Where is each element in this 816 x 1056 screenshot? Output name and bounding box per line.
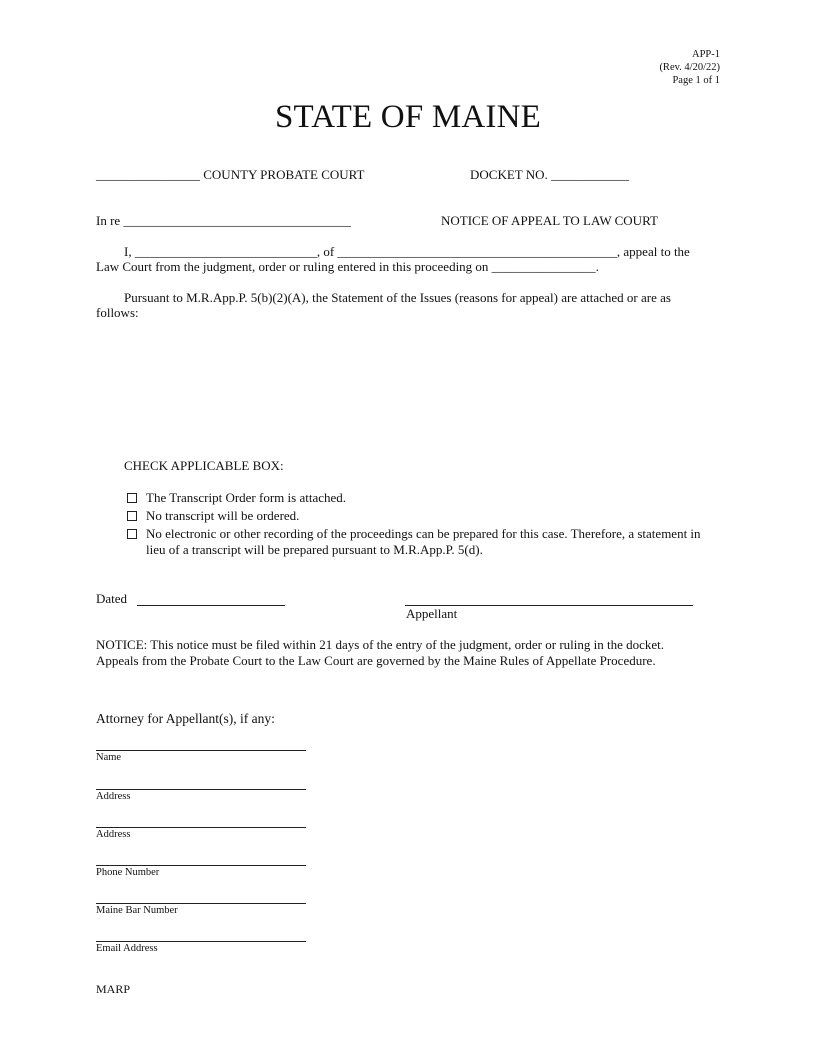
checkbox-icon[interactable]	[127, 511, 137, 521]
checkbox-option-no-transcript[interactable]	[127, 508, 299, 524]
attorney-phone-label: Phone Number	[96, 867, 160, 878]
notice-of-appeal-heading: NOTICE OF APPEAL TO LAW COURT	[441, 213, 658, 228]
appellant-statement-line-2[interactable]: Law Court from the judgment, order or ruling entered in this proceeding on ________________.	[96, 259, 599, 274]
appellant-statement-line-1[interactable]: I, ____________________________, of ___________________________________________, appeal to the	[124, 244, 690, 259]
in-re-field[interactable]: In re ___________________________________	[96, 213, 351, 228]
page-number: Page 1 of 1	[672, 75, 720, 86]
checkbox-option-no-recording-continued: lieu of a transcript will be prepared pursuant to M.R.App.P. 5(d).	[146, 542, 483, 557]
notice-line-2: Appeals from the Probate Court to the Law Court are governed by the Maine Rules of Appellate Procedure.	[96, 653, 656, 668]
attorney-phone-line[interactable]	[96, 865, 306, 866]
checkbox-option-label: No electronic or other recording of the proceedings can be prepared for this case. Therefore, a statement in	[146, 526, 701, 541]
issues-statement-line-1: Pursuant to M.R.App.P. 5(b)(2)(A), the Statement of the Issues (reasons for appeal) are attached or are as	[124, 290, 671, 305]
page-title: STATE OF MAINE	[275, 99, 541, 135]
checkbox-option-no-recording[interactable]	[127, 526, 701, 542]
check-box-heading: CHECK APPLICABLE BOX:	[124, 458, 284, 473]
footer-code: MARP	[96, 982, 131, 996]
attorney-address-label-2: Address	[96, 829, 131, 840]
checkbox-option-transcript-attached[interactable]	[127, 490, 346, 506]
checkbox-option-label: The Transcript Order form is attached.	[146, 490, 347, 505]
attorney-name-label: Name	[96, 752, 122, 763]
county-court-field[interactable]: ________________ COUNTY PROBATE COURT	[96, 167, 365, 182]
notice-line-1: NOTICE: This notice must be filed within 21 days of the entry of the judgment, order or ruling in the docket.	[96, 637, 665, 652]
issues-statement-line-2: follows:	[96, 305, 139, 320]
docket-number-field[interactable]: DOCKET NO. ____________	[470, 167, 630, 182]
checkbox-option-label: No transcript will be ordered.	[146, 508, 300, 523]
form-revision: (Rev. 4/20/22)	[659, 62, 720, 73]
appellant-label: Appellant	[406, 606, 458, 621]
attorney-bar-number-label: Maine Bar Number	[96, 905, 178, 916]
attorney-address-label-1: Address	[96, 791, 131, 802]
attorney-email-line[interactable]	[96, 941, 306, 942]
dated-label: Dated	[96, 591, 128, 606]
form-identifier	[659, 48, 720, 87]
checkbox-icon[interactable]	[127, 493, 137, 503]
attorney-address-line-1[interactable]	[96, 789, 306, 790]
attorney-address-line-2[interactable]	[96, 827, 306, 828]
attorney-email-label: Email Address	[96, 943, 158, 954]
attorney-bar-number-line[interactable]	[96, 903, 306, 904]
form-code: APP-1	[691, 49, 720, 60]
attorney-name-line[interactable]	[96, 750, 306, 751]
attorney-heading: Attorney for Appellant(s), if any:	[96, 711, 275, 726]
dated-line[interactable]	[137, 605, 285, 606]
checkbox-icon[interactable]	[127, 529, 137, 539]
issues-text-area[interactable]	[96, 325, 720, 450]
